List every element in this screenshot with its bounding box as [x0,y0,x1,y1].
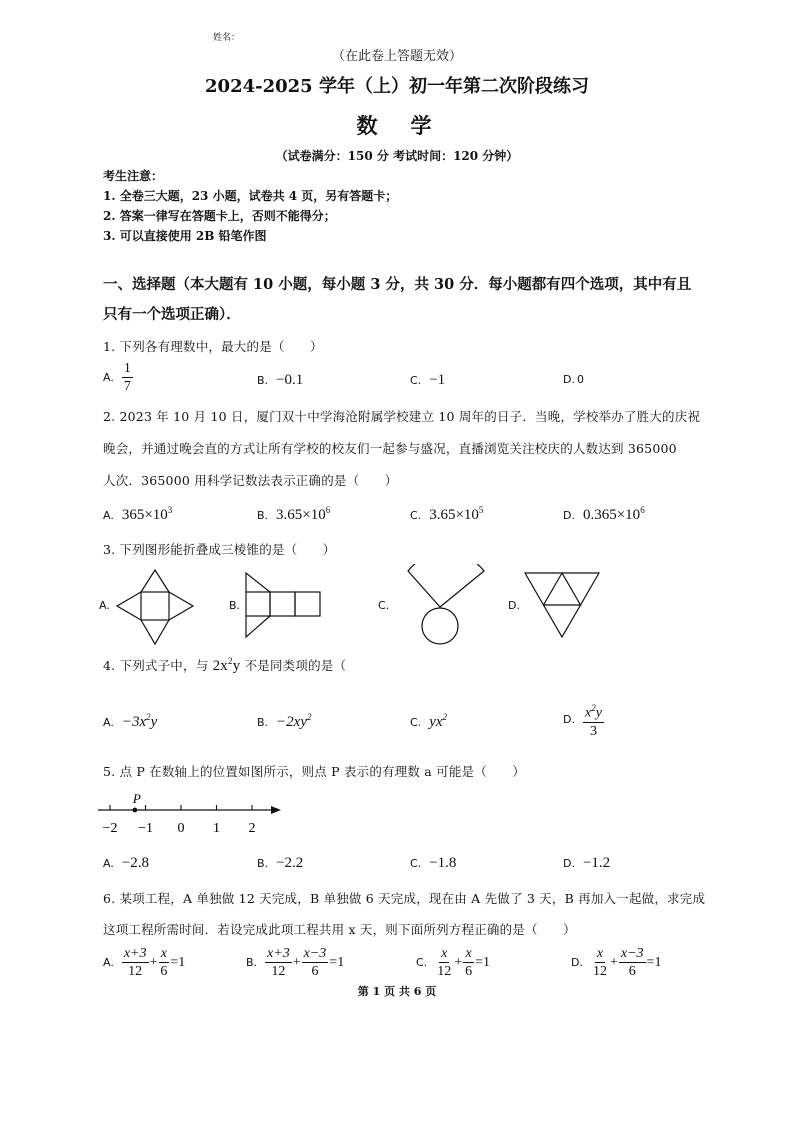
option-label: B. [257,857,269,870]
denominator: 7 [123,379,131,394]
option-label: A. [103,956,114,969]
axis-tick-label: 0 [177,821,185,836]
stem-text: 4. 下列式子中，与 [103,658,213,673]
q1-option-a [103,360,133,395]
option-label: C. [410,857,422,870]
operator: + [609,954,618,970]
numerator: 1 [123,361,131,376]
option-label: C. [410,374,422,387]
base: 365×10 [121,507,168,523]
option-value: −2.8 [121,855,150,871]
option-label: B. [257,374,269,387]
q4-option-d [563,700,604,740]
q5-option-b [257,855,303,872]
expr-part: −3x [121,714,147,730]
q3-option-b-label: B. [229,599,241,612]
option-label: A. [103,857,114,870]
q6-line: 这项工程所需时间．若设完成此项工程共用 x 天，则下面所列方程正确的是（ ） [103,922,576,937]
option-label: B. [257,509,269,522]
q4-option-a [103,712,157,731]
expr-part: y [150,714,158,730]
q1-option-d [563,372,592,387]
expr-part: y [232,658,241,674]
option-value [583,507,645,523]
fraction [122,945,149,980]
q3-figure-b [243,570,325,640]
denominator: 12 [437,964,452,979]
numerator: x [596,946,604,961]
denominator: 6 [311,964,319,979]
option-value: 0 [576,373,584,386]
expr-part: −2xy [276,714,307,730]
axis-tick-label: −2 [102,821,118,836]
axis-tick-label: 1 [213,821,220,836]
invalid-note: （在此卷上答题无效） [331,49,462,64]
denominator: 12 [271,964,286,979]
q1-stem: 1. 下列各有理数中，最大的是（ ） [103,339,323,354]
denominator: 6 [465,964,473,979]
q3-option-d-label: D. [508,599,520,612]
section-heading: 一、选择题（本大题有 10 小题，每小题 3 分，共 30 分．每小题都有四个选项，其中有且 [103,276,692,293]
q2-line: 2. 2023 年 10 月 10 日，厦门双十中学海沧附属学校建立 10 周年的日子．当晚，学校举办了胜大的庆祝 [103,409,701,424]
base: 3.65×10 [429,507,479,523]
q4-stem [103,656,346,675]
denominator: 6 [160,964,168,979]
q5-stem: 5. 点 P 在数轴上的位置如图所示，则点 P 表示的有理数 a 可能是（ ） [103,764,526,779]
exponent: 6 [325,505,331,515]
q2-option-d [563,505,645,524]
exponent: 2 [146,712,151,722]
section-heading-cont: 只有一个选项正确）． [103,306,241,323]
expr-part: x [584,705,592,721]
axis-tick-label: −1 [138,821,153,836]
q6-option-b [246,945,345,980]
option-value [276,507,330,523]
numerator: x [160,946,168,961]
equals-one: =1 [170,954,186,970]
q4-option-b [257,712,311,731]
option-value: −1.8 [429,855,457,871]
numerator: x+3 [123,946,147,961]
base: 0.365×10 [582,507,641,523]
fraction [583,700,604,740]
fraction [122,360,133,395]
option-value [276,714,311,730]
option-label: D. [563,509,575,522]
q5-number-line [95,790,295,840]
option-label: D. [563,713,575,727]
option-label: D. [563,373,575,386]
score-info: （试卷满分：150 分 考试时间：120 分钟） [275,149,519,163]
option-label: B. [246,956,258,969]
exponent: 5 [478,505,484,515]
q6-line: 6. 某项工程，A 单独做 12 天完成，B 单独做 6 天完成，现在由 A 先做了 3 天，B 再加入一起做，求完成 [103,891,706,906]
q6-option-d [571,945,662,980]
fraction [463,945,474,980]
stem-text: 不是同类项的是（ [240,658,347,673]
option-value [122,714,157,730]
numerator: x [441,946,448,961]
q5-option-d [563,855,610,872]
option-value: −1.2 [582,855,611,871]
notice-item: 3. 可以直接使用 2B 铅笔作图 [103,229,267,243]
option-label: A. [103,371,114,384]
q3-figure-d [522,570,602,640]
fraction [619,945,646,980]
option-label: B. [257,716,269,729]
numerator: x−3 [620,946,644,961]
expr-part: yx [429,714,443,730]
option-value [122,507,172,523]
exponent: 2 [591,703,596,713]
operator: + [454,954,463,970]
q5-option-c [410,855,456,872]
option-value: −1 [429,372,446,388]
numerator: x−3 [303,946,327,961]
stem-expression [213,658,241,674]
point-p-marker [132,808,137,813]
q2-line: 晚会，并通过晚会直的方式让所有学校的校友们一起参与盛况，直播浏览关注校庆的人数达到 365000 [103,441,677,456]
notice-item: 1. 全卷三大题，23 小题，试卷共 4 页，另有答题卡； [103,189,398,203]
option-label: A. [103,509,114,522]
exponent: 6 [640,505,645,515]
option-value: −0.1 [276,372,304,388]
denominator: 6 [628,964,636,979]
base: 3.65×10 [276,507,326,523]
exponent: 2 [442,712,448,722]
equation [416,945,491,980]
option-value [429,714,447,730]
q2-option-b [257,505,330,524]
numerator [583,700,604,723]
option-value: −2.2 [276,855,304,871]
option-label: C. [416,956,428,969]
fraction [591,945,609,980]
fraction [158,945,169,980]
expr-part: y [595,705,602,721]
q6-option-c [416,945,491,980]
q3-option-a-label: A. [99,599,110,612]
option-value [429,507,483,523]
notice-item: 2. 答案一律写在答题卡上，否则不能得分； [103,209,336,223]
numerator: x+3 [267,946,290,961]
equals-one: =1 [646,954,662,970]
denominator: 12 [128,964,143,979]
option-label: C. [410,716,422,729]
exponent: 2 [306,712,312,722]
q2-option-c [410,505,483,524]
point-p-label: P [132,791,141,806]
equation [103,945,186,980]
option-label: C. [410,509,422,522]
notice-title: 考生注意： [103,169,164,183]
option-label: A. [103,716,114,729]
q1-option-b [257,372,303,389]
equation [571,945,662,980]
fraction [265,945,292,980]
page-number: 第 1 页 共 6 页 [357,985,437,998]
operator: + [292,954,301,970]
equals-one: =1 [329,954,345,970]
exponent: 2 [227,656,233,666]
denominator: 3 [589,723,597,739]
name-label: 姓名： [213,33,241,43]
fraction [302,945,329,980]
operator: + [149,954,158,970]
q2-line: 人次．365000 用科学记数法表示正确的是（ ） [103,473,398,488]
q3-figure-c [388,564,488,646]
equals-one: =1 [475,954,490,970]
axis-arrow-icon [271,806,281,814]
q3-option-c-label: C. [378,599,390,612]
subject-title: 数 学 [356,113,438,138]
expr-part: 2x [212,658,228,674]
option-label: D. [571,956,583,969]
q1-option-c [410,372,445,389]
q2-option-a [103,505,172,524]
q3-figure-a [112,567,198,647]
exam-title: 2024-2025 学年（上）初一年第二次阶段练习 [205,76,589,97]
axis-tick-label: 2 [248,821,256,836]
exponent: 3 [167,505,173,515]
q6-option-a [103,945,186,980]
numerator: x [465,946,472,961]
q4-option-c [410,712,447,731]
q3-stem: 3. 下列图形能折叠成三棱锥的是（ ） [103,542,336,557]
q5-option-a [103,855,149,872]
fraction [435,945,453,980]
equation [246,945,345,980]
denominator: 12 [592,964,607,979]
option-label: D. [563,857,575,870]
